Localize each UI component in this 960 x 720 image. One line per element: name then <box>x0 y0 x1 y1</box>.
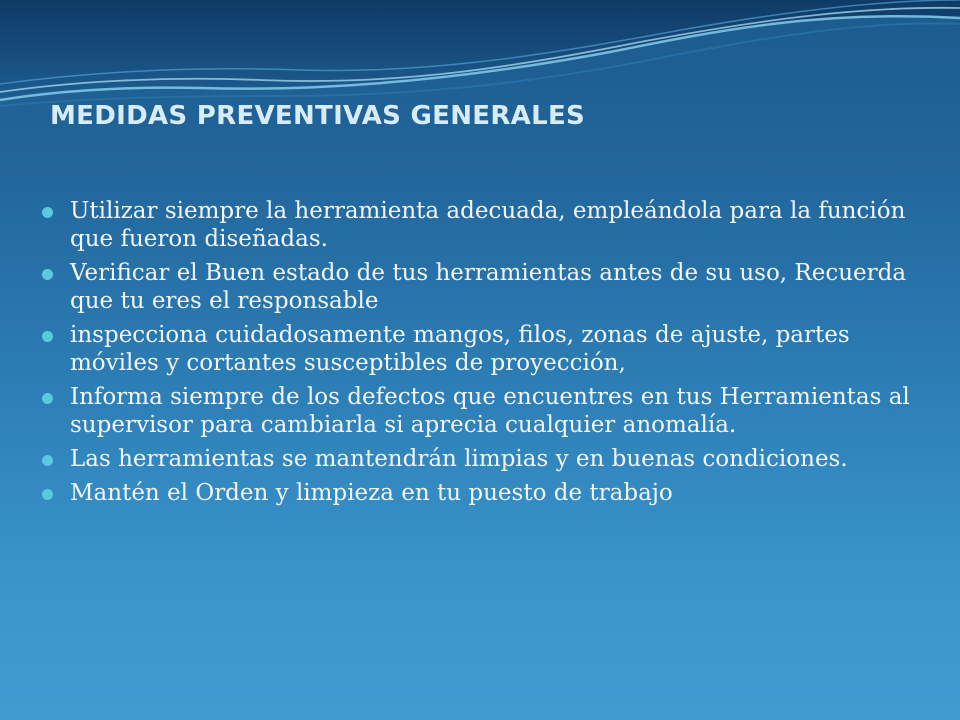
bullet-text: Verificar el Buen estado de tus herramientas antes de su uso, Recuerda que tu eres el responsable <box>70 260 907 314</box>
bullet-item <box>42 321 922 377</box>
bullet-item <box>42 479 922 507</box>
bullet-text: Las herramientas se mantendrán limpias y en buenas condiciones. <box>70 446 848 472</box>
bullet-point-icon <box>42 393 53 404</box>
bullet-text: inspecciona cuidadosamente mangos, filos, zonas de ajuste, partes móviles y cortantes susceptibles de proyección, <box>70 322 850 376</box>
bullet-text: Utilizar siempre la herramienta adecuada, empleándola para la función que fueron diseñadas. <box>70 198 906 252</box>
slide-title: MEDIDAS PREVENTIVAS GENERALES <box>50 101 586 131</box>
bullet-text: Mantén el Orden y limpieza en tu puesto de trabajo <box>70 480 673 506</box>
bullet-point-icon <box>42 331 53 342</box>
bullet-point-icon <box>42 489 53 500</box>
bullet-point-icon <box>42 455 53 466</box>
bullet-item <box>42 445 922 473</box>
bullet-item <box>42 383 922 439</box>
bullet-item <box>42 197 922 253</box>
bullet-point-icon <box>42 269 53 280</box>
bullet-item <box>42 259 922 315</box>
bullet-point-icon <box>42 207 53 218</box>
bullet-text: Informa siempre de los defectos que encuentres en tus Herramientas al supervisor para cambiarla si aprecia cualquier anomalía. <box>70 384 910 438</box>
bullet-list <box>42 197 922 513</box>
